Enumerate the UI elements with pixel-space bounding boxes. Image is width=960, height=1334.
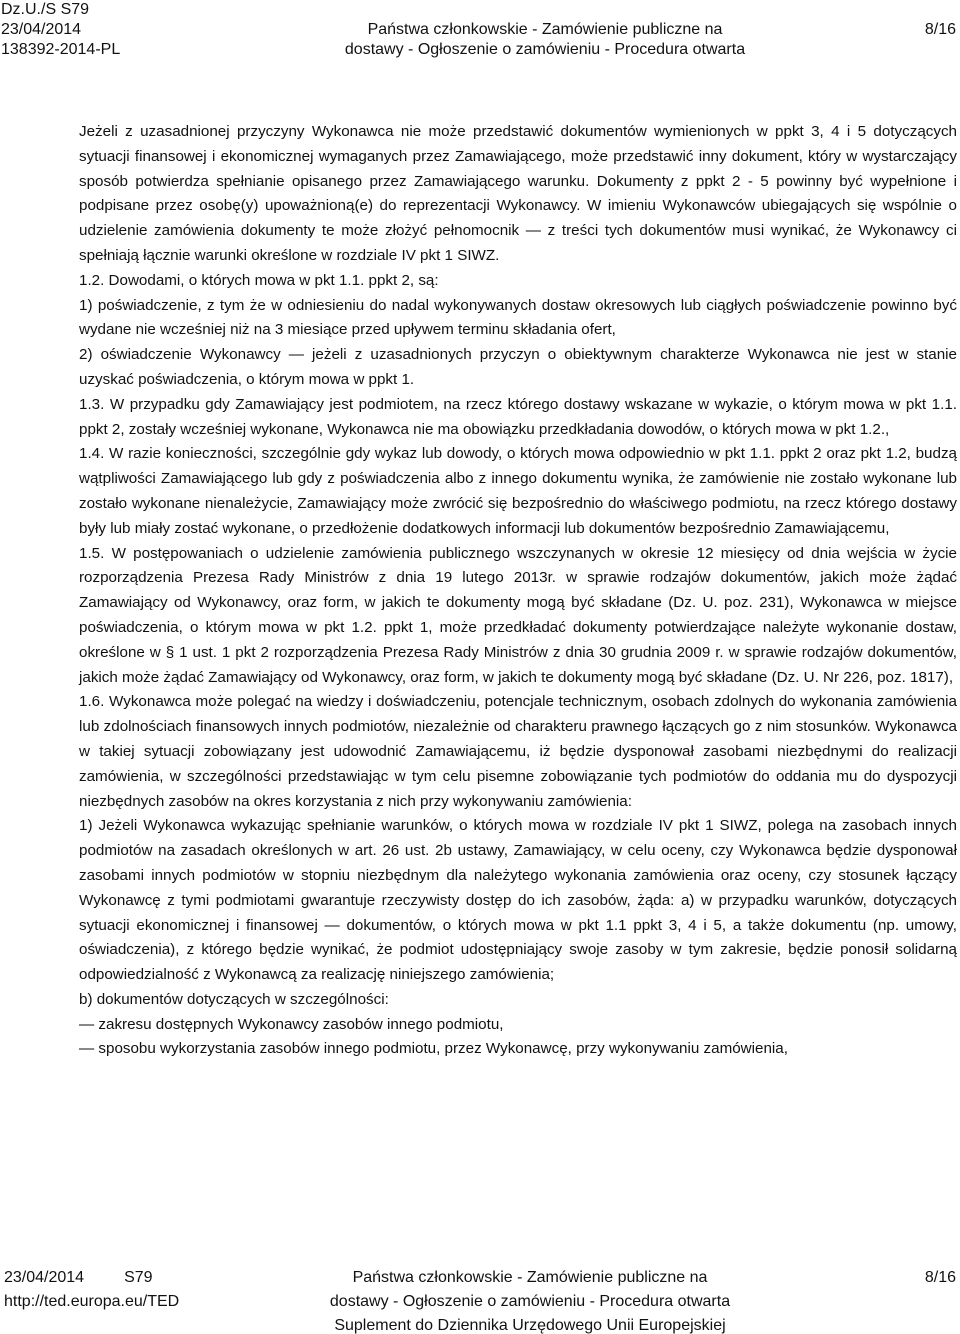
document-body	[79, 120, 957, 1062]
header-title-line1: Państwa członkowskie - Zamówienie publiczne na	[367, 21, 723, 38]
footer-page-number: 8/16	[924, 1269, 956, 1286]
paragraph-1-6-item-b: b) dokumentów dotyczących w szczególności:	[79, 990, 389, 1008]
footer-url[interactable]: http://ted.europa.eu/TED	[4, 1293, 180, 1310]
header-date: 23/04/2014	[1, 21, 82, 38]
paragraph-1-2-item1: 1) poświadczenie, z tym że w odniesieniu do nadal wykonywanych dostaw okresowych lub ciągłych poświadczenie powinno być wydane nie wcześniej niż na 3 miesiące przed upływem terminu składania ofert,	[79, 296, 957, 339]
paragraph-1-4: 1.4. W razie konieczności, szczególnie gdy wykaz lub dowody, o których mowa odpowiednio w pkt 1.1. ppkt 2 oraz pkt 1.2, budzą wątpliwości Zamawiającego lub gdy z poświadczenia albo z innego dokumentu wynika, że zamówienie nie zostało wykonane lub zostało wykonane nienależycie, Zamawiający może zwrócić się bezpośrednio do właściwego podmiotu, na rzecz którego dostawy były lub miały zostać wykonane, o przedłożenie dodatkowych informacji lub dokumentów bezpośrednio Zamawiającemu,	[79, 445, 957, 537]
paragraph-1-6-item1: 1) Jeżeli Wykonawca wykazując spełnianie warunków, o których mowa w rozdziale IV pkt 1 SIWZ, polega na zasobach innych podmiotów na zasadach określonych w art. 26 ust. 2b ustawy, Zamawiający, w celu oceny, czy Wykonawca będzie dysponował zasobami innych podmiotów w stopniu niezbędnym dla należytego wykonania zamówienia oraz oceny, czy stosunek łączący Wykonawcę z tymi podmiotami gwarantuje rzeczywisty dostęp do ich zasobów, żąda: a) w przypadku warunków, dotyczących sytuacji ekonomicznej i finansowej — dokumentów, o których mowa w pkt 1.1 ppkt 3, 4 i 5, a także dokumentu (np. umowy, oświadczenia), z którego będzie wynikać, że podmiot udostępniający swoje zasoby w tym zakresie, będzie ponosił solidarną odpowiedzialność z Wykonawcą za realizację niniejszego zamówienia;	[79, 817, 957, 984]
header-center	[330, 0, 760, 60]
paragraph-1-3: 1.3. W przypadku gdy Zamawiający jest podmiotem, na rzecz którego dostawy wskazane w wykazie, o którym mowa w pkt 1.1. ppkt 2, zostały wcześniej wykonane, Wykonawca nie ma obowiązku przedkładania dowodów, o których mowa w pkt 1.2.,	[79, 395, 957, 438]
footer-left	[4, 1266, 179, 1314]
paragraph-1-2: 1.2. Dowodami, o których mowa w pkt 1.1. ppkt 2, są:	[79, 271, 439, 289]
paragraph-dash-1: — zakresu dostępnych Wykonawcy zasobów innego podmiotu,	[79, 1015, 504, 1033]
header-right	[925, 0, 956, 40]
footer-title-line1: Państwa członkowskie - Zamówienie publiczne na	[352, 1269, 708, 1286]
footer-issue: S79	[124, 1269, 153, 1286]
paragraph-intro: Jeżeli z uzasadnionej przyczyny Wykonawca nie może przedstawić dokumentów wymienionych w ppkt 3, 4 i 5 dotyczących sytuacji finansowej i ekonomicznej wymaganych przez Zamawiającego, może przedstawić inny dokument, który w wystarczający sposób potwierdza spełnianie opisanego przez Zamawiającego warunku. Dokumenty z ppkt 2 - 5 powinny być wypełnione i podpisane przez osobę(y) upoważnioną(e) do reprezentacji Wykonawcy. W imieniu Wykonawców ubiegających się wspólnie o udzielenie zamówienia dokumenty te może złożyć pełnomocnik — z treści tych dokumentów musi wynikać, że Wykonawcy ci spełniają łącznie warunki określone w rozdziale IV pkt 1 SIWZ.	[79, 123, 957, 264]
footer-title-line2: dostawy - Ogłoszenie o zamówieniu - Procedura otwarta	[329, 1293, 731, 1310]
footer-supplement: Suplement do Dziennika Urzędowego Unii Europejskiej	[334, 1317, 726, 1334]
header-journal-ref: Dz.U./S S79	[1, 1, 90, 18]
footer-date: 23/04/2014	[4, 1269, 85, 1286]
footer-center	[300, 1266, 760, 1334]
header-left	[1, 0, 120, 60]
paragraph-1-5: 1.5. W postępowaniach o udzielenie zamówienia publicznego wszczynanych w okresie 12 miesięcy od dnia wejścia w życie rozporządzenia Prezesa Rady Ministrów z dnia 19 lutego 2013r. w sprawie rodzajów dokumentów, jakich może żądać Zamawiający od Wykonawcy, oraz form, w jakich te dokumenty mogą być składane (Dz. U. poz. 231), Wykonawca w miejsce poświadczenia, o którym mowa w pkt 1.2. ppkt 1, może przedkładać dokumenty potwierdzające należyte wykonanie dostaw, określone w § 1 ust. 1 pkt 2 rozporządzenia Prezesa Rady Ministrów z dnia 30 grudnia 2009 r. w sprawie rodzajów dokumentów, jakich może żądać Zamawiający od Wykonawcy, oraz form, w jakich te dokumenty mogą być składane (Dz. U. Nr 226, poz. 1817),	[79, 544, 957, 686]
paragraph-dash-2: — sposobu wykorzystania zasobów innego podmiotu, przez Wykonawcę, przy wykonywaniu zamówienia,	[79, 1040, 788, 1058]
header-page-number: 8/16	[924, 21, 956, 38]
header-title-line2: dostawy - Ogłoszenie o zamówieniu - Procedura otwarta	[344, 41, 746, 58]
paragraph-1-6: 1.6. Wykonawca może polegać na wiedzy i doświadczeniu, potencjale technicznym, osobach zdolnych do wykonania zamówienia lub zdolnościach finansowych innych podmiotów, niezależnie od charakteru prawnego łączących go z nim stosunków. Wykonawca w takiej sytuacji zobowiązany jest udowodnić Zamawiającemu, iż będzie dysponował zasobami niezbędnymi do realizacji zamówienia, w szczególności przedstawiając w tym celu pisemne zobowiązanie tych podmiotów do oddania mu do dyspozycji niezbędnych zasobów na okres korzystania z nich przy wykonywaniu zamówienia:	[79, 693, 957, 810]
paragraph-1-2-item2: 2) oświadczenie Wykonawcy — jeżeli z uzasadnionych przyczyn o obiektywnym charakterze Wykonawca nie jest w stanie uzyskać poświadczenia, o którym mowa w ppkt 1.	[79, 346, 957, 388]
header-notice-id: 138392-2014-PL	[1, 41, 121, 58]
